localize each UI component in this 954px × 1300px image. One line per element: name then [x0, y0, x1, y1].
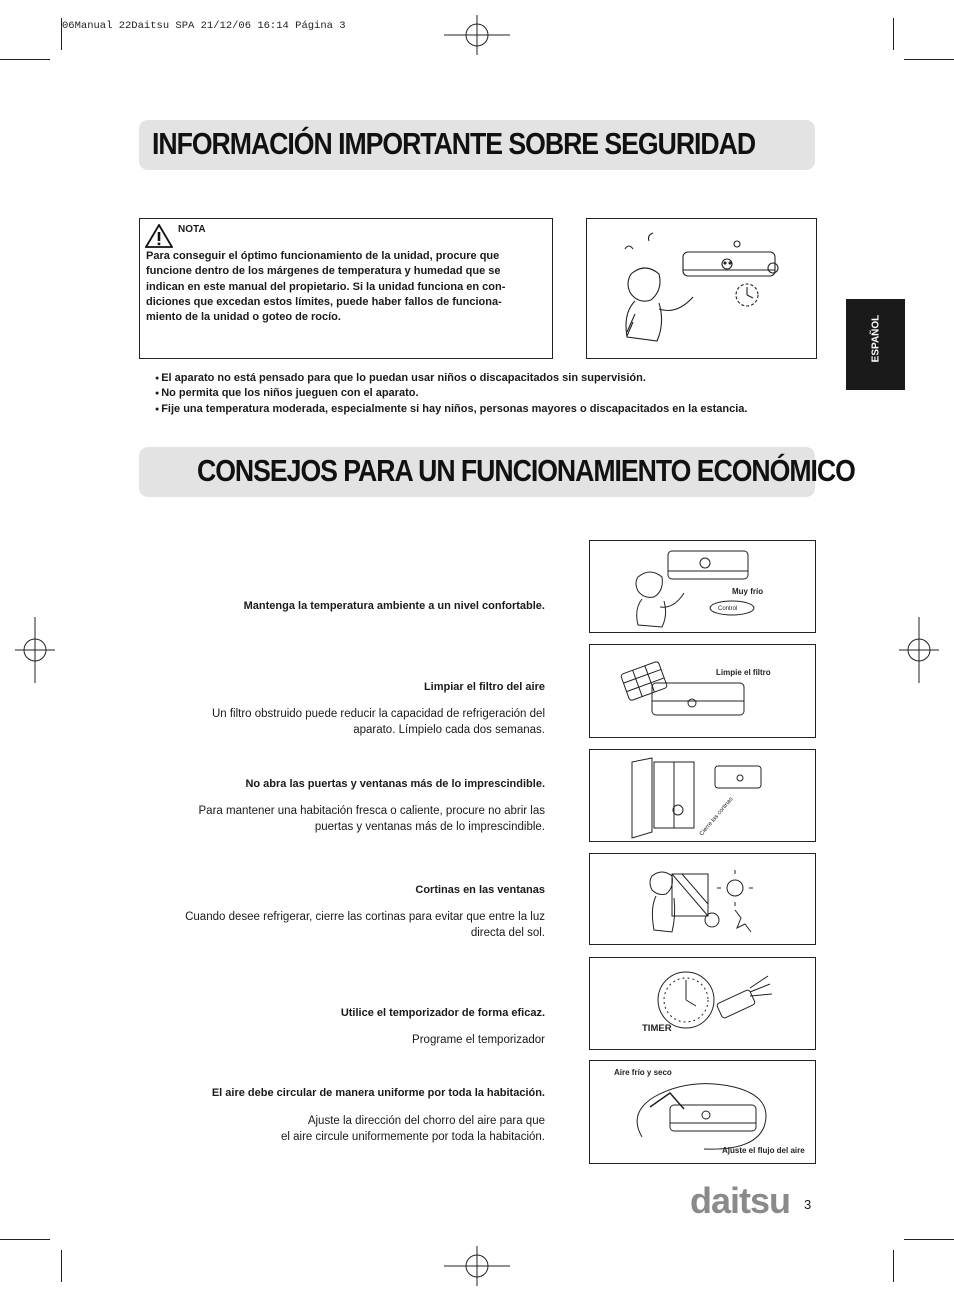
safety-bullet-list [155, 371, 747, 417]
label-control: Control [718, 606, 738, 612]
language-tab-label: ESPAÑOL [870, 314, 882, 363]
illustration-filter [589, 644, 816, 738]
note-box [139, 218, 553, 359]
language-tab [846, 299, 905, 390]
label-timer: TIMER [642, 1023, 672, 1034]
note-label: NOTA [178, 224, 206, 235]
brand-logo: daitsu [690, 1180, 791, 1221]
illustration-curtains [589, 853, 816, 945]
tip-body: Ajuste la dirección del chorro del aire para que el aire circule uniformemente por toda la habitación. [280, 1115, 545, 1143]
label-cierre-cortinas: Cierre las cortinas [698, 796, 735, 838]
tip-body: Programe el temporizador [412, 1034, 545, 1046]
list-item: ● Fije una temperatura moderada, especialmente si hay niños, personas mayores o discapacitados en la estancia. [155, 402, 747, 417]
tip-heading: Utilice el temporizador de forma eficaz. [340, 1007, 545, 1019]
section-title-band [139, 120, 815, 170]
list-item: ● No permita que los niños jueguen con el aparato. [155, 386, 747, 401]
illustration-person-ac [586, 218, 817, 359]
print-header: 06Manual 22Daitsu SPA 21/12/06 16:14 Página 3 [62, 20, 346, 32]
illustration-air-circulation [589, 1060, 816, 1164]
illustration-comfortable-temp [589, 540, 816, 633]
label-ajuste-flujo: Ajuste el flujo del aire [722, 1146, 805, 1155]
tip-heading: Limpiar el filtro del aire [423, 681, 545, 693]
label-limpie-filtro: Limpie el filtro [716, 668, 771, 677]
tip-body: Para mantener una habitación fresca o caliente, procure no abrir las puertas y ventanas más de lo imprescindible. [198, 805, 545, 833]
section-title-safety: INFORMACIÓN IMPORTANTE SOBRE SEGURIDAD [152, 126, 756, 161]
section-title-band [139, 447, 855, 497]
note-text: Para conseguir el óptimo funcionamiento de la unidad, procure que funcione dentro de los márgenes de temperatura y humedad que se indican en este manual del propietario. Si la unidad funciona en con- diciones que excedan estos límites, puede haber fallos de funciona- miento de la unidad o goteo de rocío. [146, 250, 506, 324]
label-muy-frio: Muy frío [732, 587, 764, 596]
label-aire-frio-seco: Aire frío y seco [614, 1068, 672, 1077]
illustration-timer [589, 957, 816, 1050]
warning-icon [145, 224, 173, 248]
tip-body: Cuando desee refrigerar, cierre las cortinas para evitar que entre la luz directa del sol. [185, 911, 545, 939]
tip-body: Un filtro obstruido puede reducir la capacidad de refrigeración del aparato. Límpielo cada dos semanas. [211, 708, 545, 736]
tip-heading: El aire debe circular de manera uniforme por toda la habitación. [211, 1087, 545, 1099]
page-number: 3 [804, 1197, 812, 1212]
tip-heading: Cortinas en las ventanas [415, 884, 545, 896]
tip-heading: Mantenga la temperatura ambiente a un nivel confortable. [243, 600, 545, 612]
list-item: ● El aparato no está pensado para que lo puedan usar niños o discapacitados sin supervisión. [155, 371, 747, 386]
section-title-economy: CONSEJOS PARA UN FUNCIONAMIENTO ECONÓMICO [197, 453, 855, 488]
illustration-doors-windows [589, 749, 816, 842]
tip-heading: No abra las puertas y ventanas más de lo imprescindible. [245, 778, 545, 790]
